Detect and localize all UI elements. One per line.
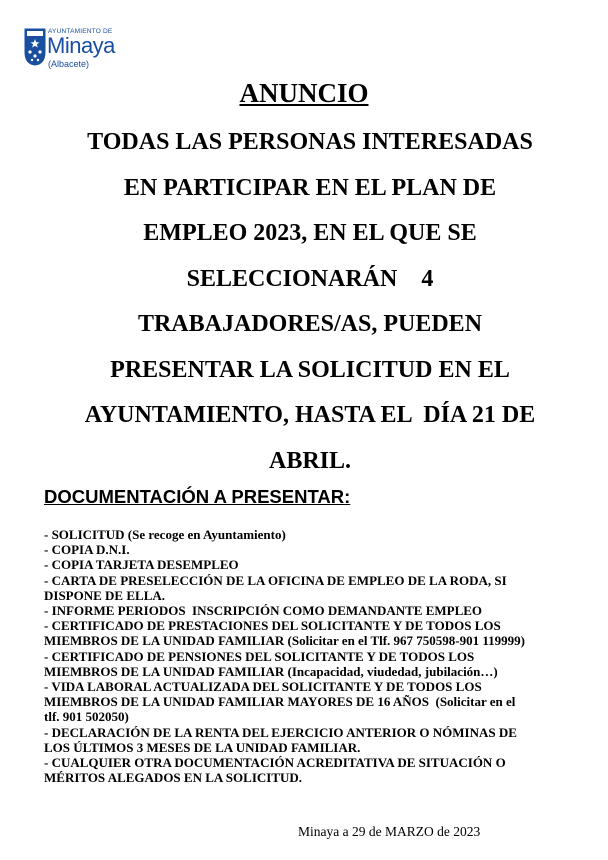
documentation-list: [44, 527, 584, 785]
list-item: - CERTIFICADO DE PENSIONES DEL SOLICITANTE Y DE TODOS LOS: [44, 648, 475, 664]
list-item: MIEMBROS DE LA UNIDAD FAMILIAR (Incapacidad, viudedad, jubilación…): [44, 663, 498, 679]
page-title: ANUNCIO: [239, 78, 369, 108]
headline-line: TRABAJADORES/AS, PUEDEN: [137, 311, 483, 337]
list-item: tlf. 901 502050): [44, 709, 129, 725]
list-item: MIEMBROS DE LA UNIDAD FAMILIAR MAYORES DE 16 AÑOS (Solicitar en el: [44, 694, 516, 710]
date-signature-line: Minaya a 29 de MARZO de 2023: [298, 824, 481, 839]
headline-line: PRESENTAR LA SOLICITUD EN EL: [110, 356, 510, 383]
logo-top-text: AYUNTAMIENTO DE: [48, 28, 113, 35]
list-item: - CERTIFICADO DE PRESTACIONES DEL SOLICITANTE Y DE TODOS LOS: [44, 618, 501, 634]
headline-line: EMPLEO 2023, EN EL QUE SE: [143, 220, 477, 246]
municipal-logo: [24, 26, 134, 78]
announcement-headline: [40, 120, 580, 484]
logo-name: Minaya: [47, 33, 115, 58]
list-item: - DECLARACIÓN DE LA RENTA DEL EJERCICIO ANTERIOR O NÓMINAS DE: [44, 724, 517, 740]
documentation-heading: DOCUMENTACIÓN A PRESENTAR:: [44, 486, 351, 507]
list-item: - INFORME PERIODOS INSCRIPCIÓN COMO DEMANDANTE EMPLEO: [44, 603, 483, 619]
list-item: - COPIA TARJETA DESEMPLEO: [44, 557, 239, 573]
list-item: - COPIA D.N.I.: [44, 542, 130, 558]
headline-line: SELECCIONARÁN 4: [186, 265, 434, 292]
headline-line: TODAS LAS PERSONAS INTERESADAS: [87, 129, 533, 155]
list-item: MÉRITOS ALEGADOS EN LA SOLICITUD.: [44, 770, 303, 786]
coat-of-arms-icon: [24, 28, 46, 66]
list-item: MIEMBROS DE LA UNIDAD FAMILIAR (Solicitar en el Tlf. 967 750598-901 119999): [44, 633, 525, 649]
list-item: - CUALQUIER OTRA DOCUMENTACIÓN ACREDITATIVA DE SITUACIÓN O: [44, 755, 506, 771]
list-item: - VIDA LABORAL ACTUALIZADA DEL SOLICITANTE Y DE TODOS LOS: [44, 679, 482, 695]
list-item: - SOLICITUD (Se recoge en Ayuntamiento): [44, 527, 286, 542]
headline-line: ABRIL.: [268, 447, 352, 474]
logo-subtitle: (Albacete): [48, 59, 90, 69]
headline-line: AYUNTAMIENTO, HASTA EL DÍA 21 DE: [84, 402, 536, 428]
list-item: DISPONE DE ELLA.: [44, 587, 165, 603]
headline-line: EN PARTICIPAR EN EL PLAN DE: [123, 174, 497, 201]
list-item: - CARTA DE PRESELECCIÓN DE LA OFICINA DE EMPLEO DE LA RODA, SI: [44, 572, 507, 588]
list-item: LOS ÚLTIMOS 3 MESES DE LA UNIDAD FAMILIAR.: [44, 739, 361, 755]
